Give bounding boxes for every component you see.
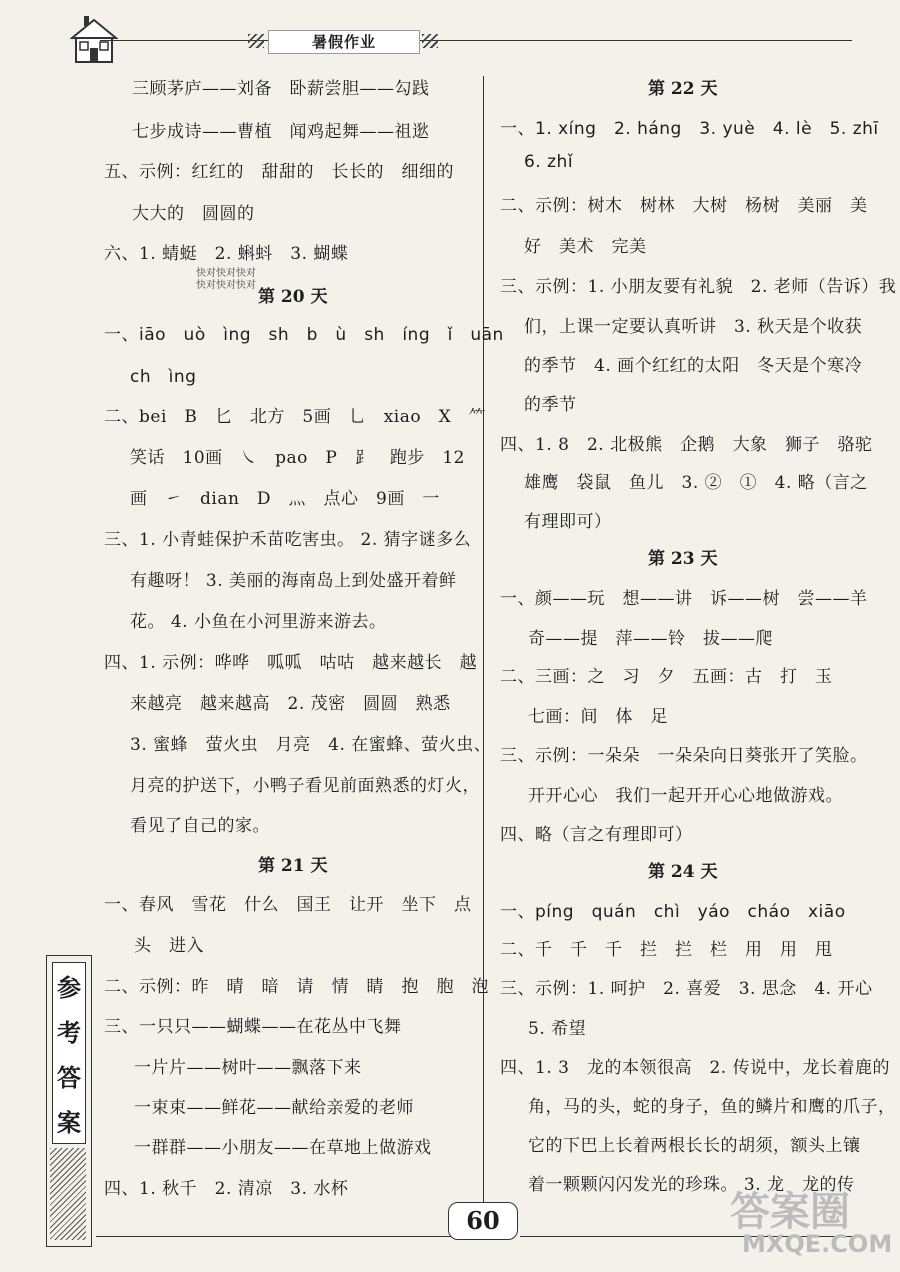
answer-line: 看见了自己的家。: [130, 816, 270, 836]
answer-line: 它的下巴上长着两根长长的胡须，额头上镶: [528, 1136, 861, 1156]
answer-line: 四、1. 3 龙的本领很高 2. 传说中，龙长着鹿的: [500, 1058, 891, 1078]
brand-stamp: 快对快对快对 快对快对快对: [196, 268, 256, 291]
header-decoration: [248, 34, 264, 48]
answer-line: 一群群——小朋友——在草地上做游戏: [134, 1138, 432, 1158]
answer-line: 四、1. 示例：哗哗 呱呱 咕咕 越来越长 越: [104, 653, 478, 673]
answer-line: 奇——提 萍——铃 拔——爬: [528, 629, 773, 649]
answer-line: ch ìng: [130, 367, 197, 387]
answer-line: 们，上课一定要认真听讲 3. 秋天是个收获: [524, 317, 863, 337]
answer-line: 一、1. xíng 2. háng 3. yuè 4. lè 5. zhī: [500, 119, 879, 139]
answer-line: 二、三画：之 习 夕 五画：古 打 玉: [500, 667, 833, 687]
answer-line: 有理即可）: [524, 512, 612, 532]
column-divider: [483, 76, 484, 1226]
answer-line: 着一颗颗闪闪发光的珍珠。 3. 龙 龙的传: [528, 1175, 855, 1195]
answer-line: 六、1. 蜻蜓 2. 蝌蚪 3. 蝴蝶: [104, 244, 349, 264]
answer-line: 二、bei B 匕 北方 5画 乚 xiao X ⺮: [104, 407, 487, 427]
answer-line: 一束束——鲜花——献给亲爱的老师: [134, 1098, 414, 1118]
answer-line: 花。 4. 小鱼在小河里游来游去。: [130, 612, 387, 632]
answer-line: 五、示例：红红的 甜甜的 长长的 细细的: [104, 162, 454, 182]
answer-line: 有趣呀！ 3. 美丽的海南岛上到处盛开着鲜: [130, 571, 457, 591]
answer-line: 二、千 千 千 拦 拦 栏 用 用 甩: [500, 940, 833, 960]
answer-line: 角，马的头，蛇的身子，鱼的鳞片和鹰的爪子，: [528, 1097, 896, 1117]
answer-line: 二、示例：树木 树林 大树 杨树 美丽 美: [500, 196, 868, 216]
answer-line: 画 ㇀ dian D 灬 点心 9画 一: [130, 489, 440, 509]
answer-line: 一、iāo uò ìng sh b ù sh íng ǐ uān: [104, 325, 504, 345]
header-rule: [100, 40, 852, 41]
day21-title: 第 21 天: [258, 856, 328, 876]
answer-line: 头 进入: [134, 936, 204, 956]
answer-line: 一、píng quán chì yáo cháo xiāo: [500, 902, 846, 922]
answer-line: 三顾茅庐——刘备 卧薪尝胆——勾践: [132, 79, 430, 99]
answer-line: 四、1. 秋千 2. 清凉 3. 水杯: [104, 1179, 349, 1199]
answer-line: 6. zhǐ: [524, 152, 574, 172]
answer-line: 大大的 圆圆的: [132, 204, 255, 224]
answer-line: 的季节 4. 画个红红的太阳 冬天是个寒冷: [524, 356, 863, 376]
side-tab-hatching: [50, 1148, 86, 1240]
answer-line: 四、略（言之有理即可）: [500, 825, 693, 845]
answer-line: 一、颜——玩 想——讲 诉——树 尝——羊: [500, 589, 868, 609]
watermark-url: MXQE.COM: [742, 1230, 893, 1258]
answer-line: 来越亮 越来越高 2. 茂密 圆圆 熟悉: [130, 694, 451, 714]
page-number: 60: [448, 1202, 518, 1240]
answer-line: 雄鹰 袋鼠 鱼儿 3. ② ① 4. 略（言之: [524, 473, 868, 493]
answer-line: 二、示例：昨 晴 暗 请 情 睛 抱 胞 泡: [104, 977, 489, 997]
answer-line: 笑话 10画 ㇏ pao P ⻊ 跑步 12: [130, 448, 465, 468]
watermark-logo: 答案圈: [730, 1189, 850, 1235]
side-tab-label: 参 考 答 案: [52, 962, 86, 1144]
answer-line: 好 美术 完美: [524, 237, 647, 257]
answer-line: 开开心心 我们一起开开心心地做游戏。: [528, 786, 843, 806]
answer-line: 3. 蜜蜂 萤火虫 月亮 4. 在蜜蜂、萤火虫、: [130, 735, 492, 755]
day24-title: 第 24 天: [648, 862, 718, 882]
answer-line: 一、春风 雪花 什么 国王 让开 坐下 点: [104, 895, 472, 915]
answer-line: 月亮的护送下，小鸭子看见前面熟悉的灯火，: [130, 776, 480, 796]
day20-title: 第 20 天: [258, 287, 328, 307]
answer-line: 一片片——树叶——飘落下来: [134, 1058, 362, 1078]
answer-line: 三、示例：1. 呵护 2. 喜爱 3. 思念 4. 开心: [500, 979, 873, 999]
answer-line: 三、示例：一朵朵 一朵朵向日葵张开了笑脸。: [500, 746, 868, 766]
house-icon: [70, 14, 118, 64]
header-title: 暑假作业: [268, 30, 420, 54]
answer-line: 的季节: [524, 395, 577, 415]
day23-title: 第 23 天: [648, 549, 718, 569]
header-decoration: [422, 34, 438, 48]
answer-line: 三、1. 小青蛙保护禾苗吃害虫。 2. 猜字谜多么: [104, 530, 472, 550]
answer-line: 5. 希望: [528, 1019, 587, 1039]
footer-rule: [96, 1236, 460, 1237]
day22-title: 第 22 天: [648, 79, 718, 99]
answer-line: 七画：间 体 足: [528, 707, 668, 727]
answer-line: 三、示例：1. 小朋友要有礼貌 2. 老师（告诉）我: [500, 277, 897, 297]
answer-line: 四、1. 8 2. 北极熊 企鹅 大象 狮子 骆驼: [500, 435, 873, 455]
answer-line: 七步成诗——曹植 闻鸡起舞——祖逖: [132, 122, 430, 142]
answer-line: 三、一只只——蝴蝶——在花丛中飞舞: [104, 1017, 402, 1037]
